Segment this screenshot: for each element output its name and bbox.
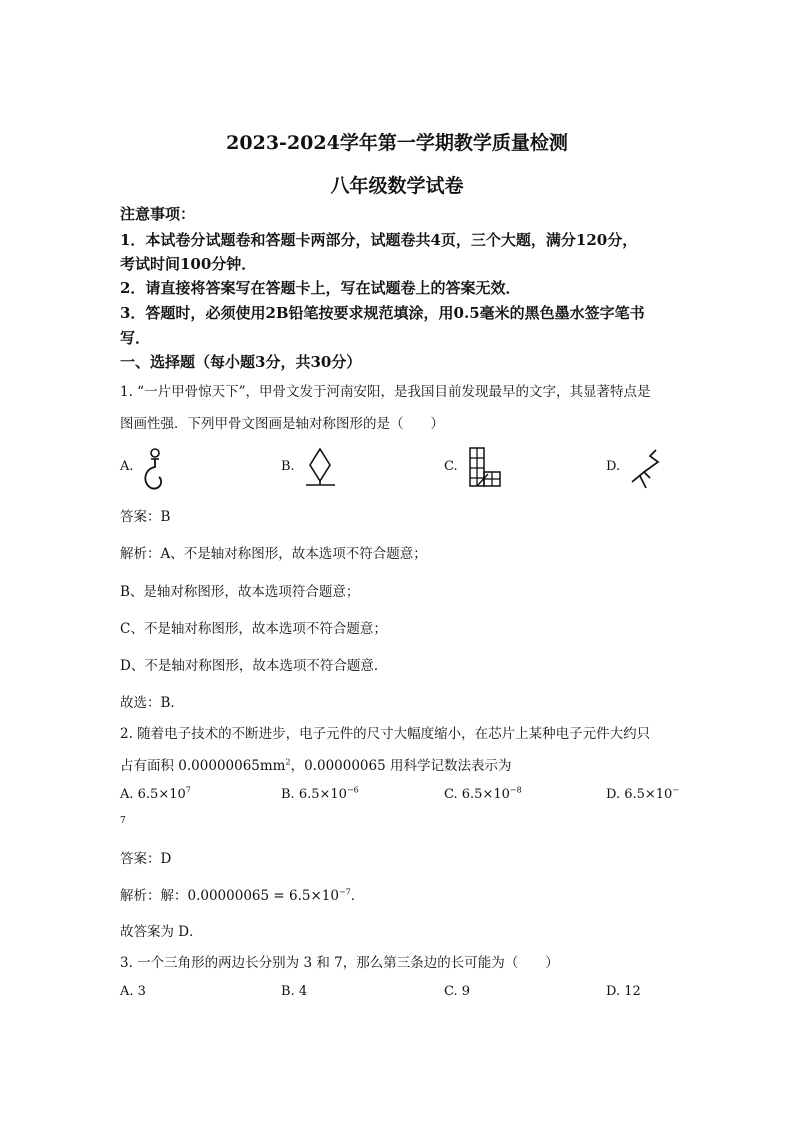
section-heading: 一、选择题（每小题3分，共30分）	[120, 353, 362, 371]
notice-item: 写．	[120, 329, 151, 347]
notice-item: 3．答题时，必须使用2B铅笔按要求规范填涂，用0.5毫米的黑色墨水签字笔书	[120, 304, 645, 322]
question-2-stem: 2. 随着电子技术的不断进步，电子元件的尺寸大幅度缩小，在芯片上某种电子元件大约只	[120, 726, 651, 742]
question-1-stem: 图画性强．下列甲骨文图画是轴对称图形的是（ ）	[120, 416, 444, 432]
question-1-conclusion: 故选：B．	[120, 695, 184, 711]
notice-item: 2．请直接将答案写在答题卡上，写在试题卷上的答案无效．	[120, 279, 521, 297]
q3-option-a: A. 3	[120, 984, 146, 999]
question-1-analysis: D、不是轴对称图形，故本选项不符合题意．	[120, 658, 388, 674]
q3-option-b: B. 4	[281, 984, 308, 999]
question-1-analysis: B、是轴对称图形，故本选项符合题意；	[120, 584, 360, 600]
zigzag-glyph-icon	[628, 446, 664, 492]
question-2-analysis: 解析：解：$0.00000065 = 6.5\times 10^{-7}$．	[120, 887, 365, 904]
q3-option-d: D. 12	[606, 984, 641, 999]
q2-option-a: A. $6.5\times 10^7$	[120, 785, 191, 802]
question-1-analysis: 解析：A、不是轴对称图形，故本选项不符合题意；	[120, 546, 427, 562]
question-1-analysis: C、不是轴对称图形，故本选项不符合题意；	[120, 621, 387, 637]
question-2-answer: 答案：D	[120, 851, 172, 867]
notice-item: 考试时间100分钟．	[120, 255, 257, 273]
q2-option-c: C. $6.5\times 10^{-8}$	[444, 785, 522, 802]
q2-option-d: D. 6.5×10−	[606, 785, 680, 802]
notice-item: 1．本试卷分试题卷和答题卡两部分，试题卷共4页，三个大题，满分120分，	[120, 231, 638, 249]
q1-option-b-label: B.	[281, 459, 295, 474]
grid-glyph-icon	[466, 446, 504, 490]
q1-option-c-label: C.	[444, 459, 458, 474]
q2-option-d-wrap: 7	[120, 816, 126, 826]
hook-glyph-icon	[140, 447, 170, 492]
page-title: 2023-2024学年第一学期教学质量检测	[226, 132, 568, 154]
q2-option-b: B. $6.5\times 10^{-6}$	[281, 785, 359, 802]
question-2-conclusion: 故答案为 D．	[120, 924, 203, 940]
q3-option-c: C. 9	[444, 984, 471, 999]
q1-option-a-label: A.	[120, 459, 134, 474]
diamond-glyph-icon	[302, 447, 338, 489]
page-subtitle: 八年级数学试卷	[330, 175, 464, 197]
question-1-answer: 答案：B	[120, 509, 171, 525]
question-1-stem: 1. “一片甲骨惊天下”，甲骨文发于河南安阳，是我国目前发现最早的文字，其显著特点是	[120, 384, 651, 400]
question-2-stem: 占有面积 $0.00000065mm^2$，0.00000065 用科学记数法表示为	[120, 757, 512, 774]
q1-option-d-label: D.	[606, 459, 621, 474]
question-3-stem: 3. 一个三角形的两边长分别为 3 和 7，那么第三条边的长可能为（ ）	[120, 955, 559, 971]
notice-heading: 注意事项：	[120, 205, 196, 223]
